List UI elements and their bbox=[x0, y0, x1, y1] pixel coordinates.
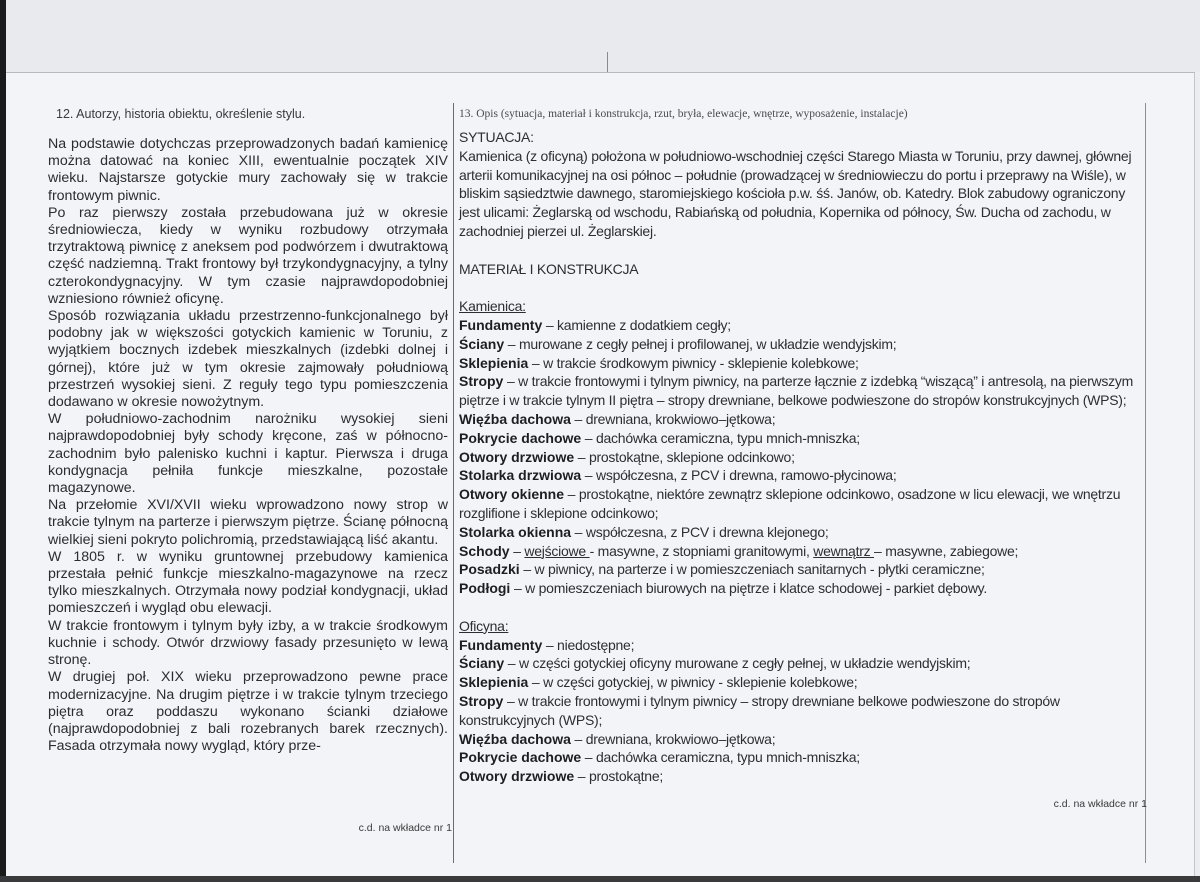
spec-term: Stropy bbox=[459, 692, 504, 709]
spec-term: Fundamenty bbox=[459, 316, 543, 333]
spec-term: Stolarka drzwiowa bbox=[459, 467, 582, 484]
spec-term: Sklepienia bbox=[459, 674, 529, 691]
history-paragraph: Po raz pierwszy została przebudowana już w okresie średniowiecza, kiedy w wyniku rozbudowy otrzymała trzytraktową piwnicę z aneksem pod podwórzem i dwutraktową część nadziemną. Trakt frontowy był trzykondygnacyjny, a tylny czterokondygnacyjny. W tym czasie najprawdopodobniej wzniesiono również oficynę. bbox=[48, 204, 448, 307]
situation-heading: SYTUACJA: bbox=[459, 129, 534, 145]
spec-term: Ściany bbox=[459, 335, 505, 352]
spec-term: Więźba dachowa bbox=[459, 410, 571, 427]
spec-item bbox=[459, 466, 1143, 485]
spec-item bbox=[459, 767, 1143, 786]
section-12-history bbox=[48, 103, 448, 755]
spec-value: – w trakcie frontowymi i tylnym piwnicy, na parterze łącznie z izdebką “wiszącą” i antresolą, na pierwszym piętrze i w trakcie tylnym II piętra – stropy drewniane, belkowe podwieszone do stropów konstrukcyjnych (WPS); bbox=[459, 373, 1134, 409]
spec-value: – w części gotyckiej, w piwnicy - sklepienie kolebkowe; bbox=[528, 674, 858, 691]
spec-value: – murowane z cegły pełnej i profilowanej, w układzie wendyjskim; bbox=[504, 335, 897, 352]
spec-value: – niedostępne; bbox=[542, 636, 635, 653]
spec-item bbox=[459, 692, 1143, 730]
spec-term: Pokrycie dachowe bbox=[459, 429, 582, 446]
spec-item bbox=[459, 448, 1143, 467]
spec-term: Stropy bbox=[459, 373, 504, 390]
material-heading: MATERIAŁ I KONSTRUKCJA bbox=[459, 260, 639, 277]
spec-item bbox=[459, 579, 1143, 598]
column-divider bbox=[453, 103, 454, 863]
spec-value: – masywne, zabiegowe; bbox=[874, 542, 1019, 559]
spec-item bbox=[459, 636, 1143, 655]
situation-text: Kamienica (z oficyną) położona w południowo-wschodniej części Starego Miasta w Toruniu, przy dawnej, głównej arterii komunikacyjnej na osi północ – południe (prowadzącej w średniowieczu do portu i przeprawy na Wiśle), w bliskim sąsiedztwie dawnego, staromiejskiego kościoła p.w. śś. Janów, ob. Katedry. Blok zabudowy ograniczony jest ulicami: Żeglarską od wschodu, Rabiańską od południa, Kopernika od północy, Św. Ducha od zachodu, w zachodniej pierzei ul. Żeglarskiej. bbox=[459, 147, 1132, 239]
spec-item bbox=[459, 748, 1143, 767]
spec-value: – współczesna, z PCV i drewna klejonego; bbox=[571, 523, 829, 540]
spec-term: Więźba dachowa bbox=[459, 730, 571, 747]
history-paragraph: W 1805 r. w wyniku gruntownej przebudowy kamienica przestała pełnić funkcje mieszkalno-magazynowe na rzecz tylko mieszkalnych. Otrzymała nowy podział kondygnacji, układ pomieszczeń i wygląd obu elewacji. bbox=[48, 548, 448, 617]
continued-note-right: c.d. na wkładce nr 1 bbox=[1053, 798, 1147, 810]
spec-term: Stolarka okienna bbox=[459, 523, 572, 540]
spec-value: – bbox=[509, 542, 525, 559]
spec-term: Ściany bbox=[459, 655, 505, 672]
spec-item bbox=[459, 730, 1143, 749]
spec-item bbox=[459, 560, 1143, 579]
kamienica-subheading: Kamienica: bbox=[459, 298, 526, 315]
spec-item bbox=[459, 316, 1143, 335]
oficyna-subheading: Oficyna: bbox=[459, 617, 509, 634]
history-paragraph: Sposób rozwiązania układu przestrzenno-funkcjonalnego był podobny jak w większości gotyckich kamienic w Toruniu, z wyjątkiem bocznych izdebek mieszkalnych (izdebki dolnej i górnej), które już w tym okresie zajmowały południową przestrzeń wysokiej sieni. Z reguły tego typu pomieszczenia dodawano w okresie nowożytnym. bbox=[48, 308, 448, 411]
spec-term: Pokrycie dachowe bbox=[459, 749, 582, 766]
spec-item bbox=[459, 410, 1143, 429]
continued-note-left: c.d. na wkładce nr 1 bbox=[358, 822, 452, 834]
underlying-page-divider-mark bbox=[607, 52, 608, 72]
spec-term: Podłogi bbox=[459, 580, 511, 597]
spec-value-underlined: wejściowe bbox=[524, 542, 590, 559]
history-paragraph: W południowo-zachodnim narożniku wysokiej sieni najprawdopodobniej były schody kręcone, zaś w północno-zachodnim było palenisko kuchni i kaptur. Pierwsza i druga kondygnacja pełniła funkcje mieszkalne, pozostałe magazynowe. bbox=[48, 411, 448, 497]
spec-value: – prostokątne; bbox=[574, 768, 663, 785]
spec-term: Fundamenty bbox=[459, 636, 543, 653]
spec-item bbox=[459, 372, 1143, 410]
section-13-description bbox=[459, 103, 1143, 786]
spec-item bbox=[459, 542, 1143, 561]
spec-value: – dachówka ceramiczna, typu mnich-mniszka; bbox=[581, 429, 860, 446]
spec-value: – prostokątne, sklepione odcinkowo; bbox=[574, 448, 795, 465]
spec-item bbox=[459, 354, 1143, 373]
spec-term: Posadzki bbox=[459, 561, 520, 578]
spec-item bbox=[459, 654, 1143, 673]
spec-term: Schody bbox=[459, 542, 510, 559]
spec-value: – drewniana, krokwiowo–jętkowa; bbox=[570, 410, 776, 427]
spec-value: – drewniana, krokwiowo–jętkowa; bbox=[570, 730, 776, 747]
spec-value: - masywne, z stopniami granitowymi, bbox=[589, 542, 814, 559]
history-paragraph: W trakcie frontowym i tylnym były izby, a w trakcie środkowym kuchnie i schody. Otwór drzwiowy fasady przesunięto w lewą stronę. bbox=[48, 617, 448, 669]
spec-value: – w trakcie środkowym piwnicy - sklepienie kolebkowe; bbox=[528, 354, 859, 371]
spec-term: Otwory okienne bbox=[459, 486, 565, 503]
spec-item bbox=[459, 485, 1143, 523]
history-paragraph: Na podstawie dotychczas przeprowadzonych badań kamienicę można datować na koniec XIII, ewentualnie początek XIV wieku. Najstarsze gotyckie mury zachowały się w trakcie frontowym piwnic. bbox=[48, 136, 448, 204]
history-paragraph: W drugiej poł. XIX wieku przeprowadzono pewne prace modernizacyjne. Na drugim piętrze i w trakcie tylnym trzeciego piętra oraz poddaszu wykonano ścianki działowe (najprawdopodobniej z bali rozebranych barek rzecznych). Fasada otrzymała nowy wygląd, który prze- bbox=[48, 669, 448, 755]
spec-term: Sklepienia bbox=[459, 354, 529, 371]
spec-value: – prostokątne, niektóre zewnątrz sklepione odcinkowo, osadzone w licu elewacji, we wnętrzu rozglifione i sklepione odcinkowo; bbox=[459, 486, 1121, 521]
spec-value: – kamienne z dodatkiem cegły; bbox=[542, 316, 731, 333]
section-12-header: 12. Autorzy, historia obiektu, określenie stylu. bbox=[56, 107, 306, 121]
spec-value: – w pomieszczeniach biurowych na piętrze i klatce schodowej - parkiet dębowy. bbox=[510, 580, 988, 597]
history-text bbox=[48, 136, 448, 755]
underlying-page-strip bbox=[6, 0, 1200, 72]
spec-value: – w części gotyckiej oficyny murowane z cegły pełnej, w układzie wendyjskim; bbox=[504, 655, 971, 672]
description-body bbox=[459, 128, 1143, 786]
section-13-header: 13. Opis (sytuacja, materiał i konstrukcja, rzut, bryła, elewacje, wnętrze, wyposażenie, instalacje) bbox=[459, 108, 908, 120]
spec-value-underlined: wewnątrz bbox=[813, 542, 875, 559]
spec-value: – w piwnicy, na parterze i w pomieszczeniach sanitarnych - płytki ceramiczne; bbox=[519, 561, 985, 578]
spec-term: Otwory drzwiowe bbox=[459, 768, 575, 785]
spec-item bbox=[459, 673, 1143, 692]
spec-item bbox=[459, 523, 1143, 542]
spec-value: – w trakcie frontowymi i tylnym piwnicy – stropy drewniane belkowe podwieszone do stropów konstrukcyjnych (WPS); bbox=[459, 692, 1060, 728]
spec-term: Otwory drzwiowe bbox=[459, 448, 575, 465]
spec-value: – dachówka ceramiczna, typu mnich-mniszka; bbox=[581, 749, 860, 766]
history-paragraph: Na przełomie XVI/XVII wieku wprowadzono nowy strop w trakcie tylnym na parterze i pierwszym piętrze. Ścianę północną wielkiej sieni pokryto polichromią, przedstawiającą liść akantu. bbox=[48, 497, 448, 548]
spec-item bbox=[459, 335, 1143, 354]
spec-item bbox=[459, 429, 1143, 448]
spec-value: – współczesna, z PCV i drewna, ramowo-płycinowa; bbox=[581, 467, 897, 484]
scan-bottom-edge bbox=[0, 876, 1200, 882]
